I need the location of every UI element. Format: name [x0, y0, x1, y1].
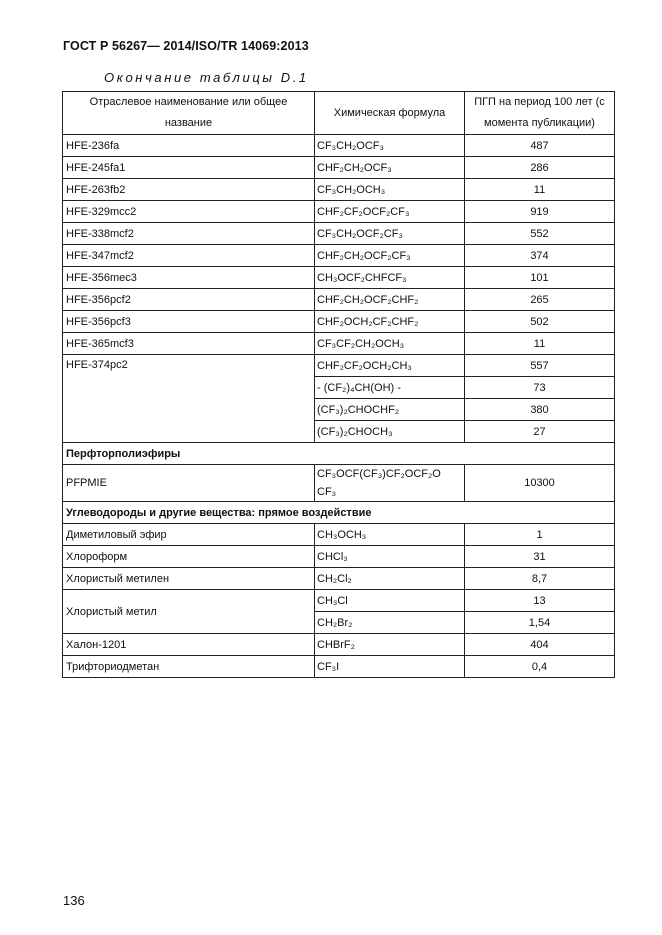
substance-name: HFE-245fa1	[63, 157, 315, 179]
chemical-formula: CHCl₃	[315, 546, 465, 568]
chemical-formula: CHF₂CF₂OCF₂CF₃	[315, 201, 465, 223]
formula-line: CF₃	[317, 486, 337, 498]
section-heading-pfpe: Перфторполиэфиры	[63, 443, 615, 465]
document-header: ГОСТ Р 56267— 2014/ISO/TR 14069:2013	[63, 39, 309, 53]
table-row	[63, 333, 615, 355]
gwp-value: 374	[465, 245, 615, 267]
substance-name: HFE-347mcf2	[63, 245, 315, 267]
gwp-value: 487	[465, 135, 615, 157]
substance-name: HFE-374pc2	[63, 355, 315, 443]
substance-name: HFE-356pcf3	[63, 311, 315, 333]
table-row	[63, 267, 615, 289]
substance-name: Хлористый метил	[63, 590, 315, 634]
chemical-formula: CH₃OCF₂CHFCF₃	[315, 267, 465, 289]
gwp-value: 552	[465, 223, 615, 245]
substance-name: PFPMIE	[63, 465, 315, 502]
gwp-value: 1	[465, 524, 615, 546]
table-row	[63, 245, 615, 267]
gwp-value: 8,7	[465, 568, 615, 590]
chemical-formula: CF₃CH₂OCF₃	[315, 135, 465, 157]
table-row	[63, 465, 615, 502]
table-row	[63, 656, 615, 678]
gwp-value: 13	[465, 590, 615, 612]
formula-line: CF₃OCF(CF₃)CF₂OCF₂O	[317, 468, 441, 480]
chemical-formula	[315, 465, 465, 502]
gwp-value: 73	[465, 377, 615, 399]
chemical-formula: CF₃CH₂OCH₃	[315, 179, 465, 201]
chemical-formula: CH₂Cl₂	[315, 568, 465, 590]
chemical-formula: CHF₂CH₂OCF₂CF₃	[315, 245, 465, 267]
chemical-formula: CF₃CF₂CH₂OCH₃	[315, 333, 465, 355]
gwp-value: 557	[465, 355, 615, 377]
table-row	[63, 634, 615, 656]
substance-name: HFE-356mec3	[63, 267, 315, 289]
gwp-value: 11	[465, 179, 615, 201]
substance-name: Хлористый метилен	[63, 568, 315, 590]
chemical-formula: CF₃I	[315, 656, 465, 678]
chemical-formula: CHF₂CF₂OCH₂CH₃	[315, 355, 465, 377]
chemical-formula: CH₃Cl	[315, 590, 465, 612]
table-row	[63, 524, 615, 546]
chemical-formula: CHF₂OCH₂CF₂CHF₂	[315, 311, 465, 333]
substance-name: Диметиловый эфир	[63, 524, 315, 546]
section-heading-other: Углеводороды и другие вещества: прямое воздействие	[63, 502, 615, 524]
gwp-value: 380	[465, 399, 615, 421]
chemical-formula: CH₃OCH₃	[315, 524, 465, 546]
substance-name: Трифториодметан	[63, 656, 315, 678]
substance-name: Халон-1201	[63, 634, 315, 656]
table-row	[63, 546, 615, 568]
table-row	[63, 568, 615, 590]
section-row	[63, 443, 615, 465]
chemical-formula: CF₃CH₂OCF₂CF₃	[315, 223, 465, 245]
gwp-value: 265	[465, 289, 615, 311]
chemical-formula: CHF₂CH₂OCF₂CHF₂	[315, 289, 465, 311]
gwp-value: 286	[465, 157, 615, 179]
substance-name: HFE-356pcf2	[63, 289, 315, 311]
table-row	[63, 157, 615, 179]
table-row	[63, 289, 615, 311]
chemical-formula: (CF₃)₂CHOCH₃	[315, 421, 465, 443]
gwp-value: 919	[465, 201, 615, 223]
table-row	[63, 355, 615, 377]
table-row	[63, 590, 615, 612]
gwp-value: 404	[465, 634, 615, 656]
substance-name: HFE-236fa	[63, 135, 315, 157]
gwp-table	[62, 91, 615, 678]
header-name: Отраслевое наименование или общее название	[63, 92, 315, 135]
gwp-value: 502	[465, 311, 615, 333]
table-header-row	[63, 92, 615, 135]
table-row	[63, 223, 615, 245]
substance-name: HFE-263fb2	[63, 179, 315, 201]
header-gwp: ПГП на период 100 лет (с момента публикации)	[465, 92, 615, 135]
table-caption: Окончание таблицы D.1	[104, 70, 309, 85]
gwp-value: 27	[465, 421, 615, 443]
chemical-formula: CHBrF₂	[315, 634, 465, 656]
chemical-formula: - (CF₂)₄CH(OH) -	[315, 377, 465, 399]
gwp-value: 31	[465, 546, 615, 568]
chemical-formula: (CF₃)₂CHOCHF₂	[315, 399, 465, 421]
page-number: 136	[63, 893, 85, 908]
gwp-value: 1,54	[465, 612, 615, 634]
table-row	[63, 311, 615, 333]
gwp-value: 101	[465, 267, 615, 289]
chemical-formula: CH₂Br₂	[315, 612, 465, 634]
table-row	[63, 179, 615, 201]
chemical-formula: CHF₂CH₂OCF₃	[315, 157, 465, 179]
table-row	[63, 135, 615, 157]
substance-name: HFE-338mcf2	[63, 223, 315, 245]
substance-name: Хлороформ	[63, 546, 315, 568]
substance-name: HFE-365mcf3	[63, 333, 315, 355]
gwp-value: 0,4	[465, 656, 615, 678]
gwp-value: 11	[465, 333, 615, 355]
gwp-value: 10300	[465, 465, 615, 502]
table-row	[63, 201, 615, 223]
substance-name: HFE-329mcc2	[63, 201, 315, 223]
header-formula: Химическая формула	[315, 92, 465, 135]
section-row	[63, 502, 615, 524]
